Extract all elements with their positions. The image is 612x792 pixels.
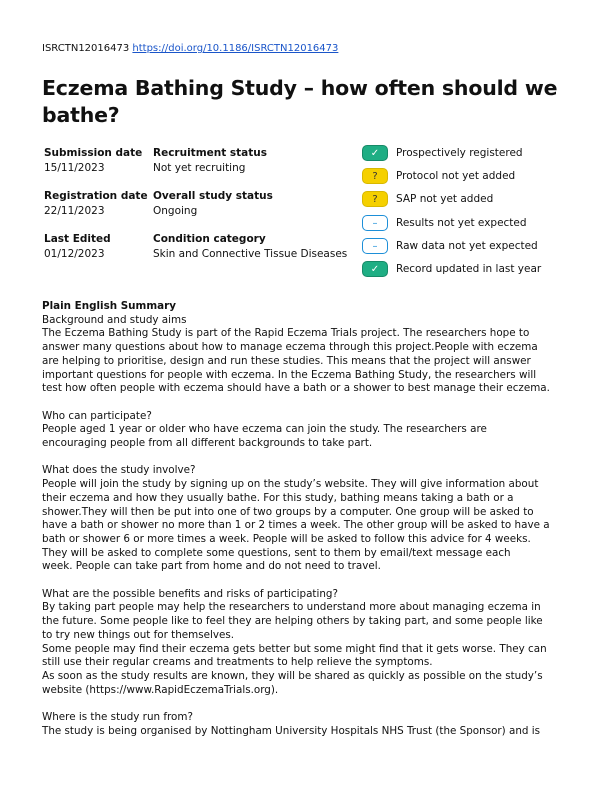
overall-status-value: Ongoing bbox=[153, 205, 198, 217]
badge-raw-data bbox=[362, 237, 538, 255]
dash-icon: – bbox=[362, 215, 388, 231]
who-heading: Who can participate? bbox=[42, 409, 152, 422]
involve-line: bath or shower 6 or more times a week. People will be asked to follow this advice for 4 weeks. bbox=[42, 532, 531, 545]
last-edited-label: Last Edited bbox=[44, 233, 111, 245]
submission-date-label: Submission date bbox=[44, 147, 143, 159]
involve-line: People will join the study by signing up on the study’s website. They will give information about bbox=[42, 478, 539, 491]
benefits-line: As soon as the study results are known, they will be shared as quickly as possible on the study’s bbox=[42, 669, 543, 682]
question-icon: ? bbox=[362, 191, 388, 207]
who-line: encouraging people from all different backgrounds to take part. bbox=[42, 437, 373, 450]
dash-icon: – bbox=[362, 238, 388, 254]
involve-line: their eczema and how they usually bathe. For this study, bathing means taking a bath or a bbox=[42, 491, 514, 504]
badge-prospectively-registered bbox=[362, 144, 523, 162]
condition-category-value: Skin and Connective Tissue Diseases bbox=[153, 248, 348, 260]
summary-heading: Plain English Summary bbox=[42, 300, 176, 312]
condition-category-label: Condition category bbox=[153, 233, 266, 245]
overall-status-label: Overall study status bbox=[153, 190, 273, 202]
background-heading: Background and study aims bbox=[42, 313, 187, 326]
involve-heading: What does the study involve? bbox=[42, 464, 196, 477]
benefits-line: By taking part people may help the researchers to understand more about managing eczema in bbox=[42, 601, 541, 614]
badge-label: Results not yet expected bbox=[396, 217, 527, 229]
background-line: answer many questions about how to manage eczema through this project.People with eczema bbox=[42, 341, 538, 354]
benefits-line: website (https://www.RapidEczemaTrials.org). bbox=[42, 683, 279, 696]
registration-date-value: 22/11/2023 bbox=[44, 205, 105, 217]
id-line bbox=[42, 43, 338, 54]
benefits-line: the future. Some people like to feel they are helping others by taking part, and some people like bbox=[42, 615, 543, 628]
condition-category-field bbox=[153, 232, 347, 262]
isrctn-number: ISRCTN12016473 bbox=[42, 43, 130, 54]
involve-line: have a bath or shower no more than 1 or 2 times a week. The other group will be asked to have a bbox=[42, 519, 550, 532]
badge-sap bbox=[362, 190, 493, 208]
background-line: important questions for people with eczema. In the Eczema Bathing Study, the researchers will bbox=[42, 368, 537, 381]
recruitment-status-value: Not yet recruiting bbox=[153, 162, 246, 174]
last-edited-field bbox=[44, 232, 111, 262]
plain-english-summary bbox=[42, 300, 574, 738]
benefits-line: still use their regular creams and treatments to help relieve the symptoms. bbox=[42, 656, 433, 669]
involve-line: shower.They will then be put into one of two groups by a computer. One group will be asked to bbox=[42, 505, 534, 518]
question-icon: ? bbox=[362, 168, 388, 184]
submission-date-field bbox=[44, 146, 142, 176]
check-icon: ✓ bbox=[362, 261, 388, 277]
registration-date-label: Registration date bbox=[44, 190, 148, 202]
check-icon: ✓ bbox=[362, 145, 388, 161]
where-heading: Where is the study run from? bbox=[42, 711, 193, 724]
badge-record-updated bbox=[362, 260, 541, 278]
badge-label: Protocol not yet added bbox=[396, 170, 516, 182]
who-line: People aged 1 year or older who have eczema can join the study. The researchers are bbox=[42, 423, 487, 436]
badge-results bbox=[362, 214, 527, 232]
benefits-line: to try new things out for themselves. bbox=[42, 628, 235, 641]
badge-label: Record updated in last year bbox=[396, 263, 542, 275]
benefits-heading: What are the possible benefits and risks of participating? bbox=[42, 587, 338, 600]
doi-link[interactable]: https://doi.org/10.1186/ISRCTN12016473 bbox=[132, 43, 339, 54]
involve-line: week. People can take part from home and do not need to travel. bbox=[42, 560, 381, 573]
badge-protocol bbox=[362, 167, 515, 185]
benefits-line: Some people may find their eczema gets better but some might find that it gets worse. They can bbox=[42, 642, 547, 655]
background-line: are helping to prioritise, design and run these studies. This means that the project will answer bbox=[42, 354, 531, 367]
involve-line: They will be asked to complete some questions, sent to them by email/text message each bbox=[42, 546, 511, 559]
badge-label: Prospectively registered bbox=[396, 147, 523, 159]
badge-label: SAP not yet added bbox=[396, 193, 494, 205]
page-title: Eczema Bathing Study – how often should we bathe? bbox=[42, 76, 558, 127]
background-line: test how often people with eczema should have a bath or a shower to best manage their eczema. bbox=[42, 382, 550, 395]
background-line: The Eczema Bathing Study is part of the Rapid Eczema Trials project. The researchers hope to bbox=[42, 327, 530, 340]
recruitment-status-label: Recruitment status bbox=[153, 147, 268, 159]
overall-status-field bbox=[153, 189, 273, 219]
submission-date-value: 15/11/2023 bbox=[44, 162, 105, 174]
where-line: The study is being organised by Nottingham University Hospitals NHS Trust (the Sponsor) and is bbox=[42, 724, 541, 737]
recruitment-status-field bbox=[153, 146, 267, 176]
badge-label: Raw data not yet expected bbox=[396, 240, 538, 252]
registration-date-field bbox=[44, 189, 148, 219]
last-edited-value: 01/12/2023 bbox=[44, 248, 105, 260]
